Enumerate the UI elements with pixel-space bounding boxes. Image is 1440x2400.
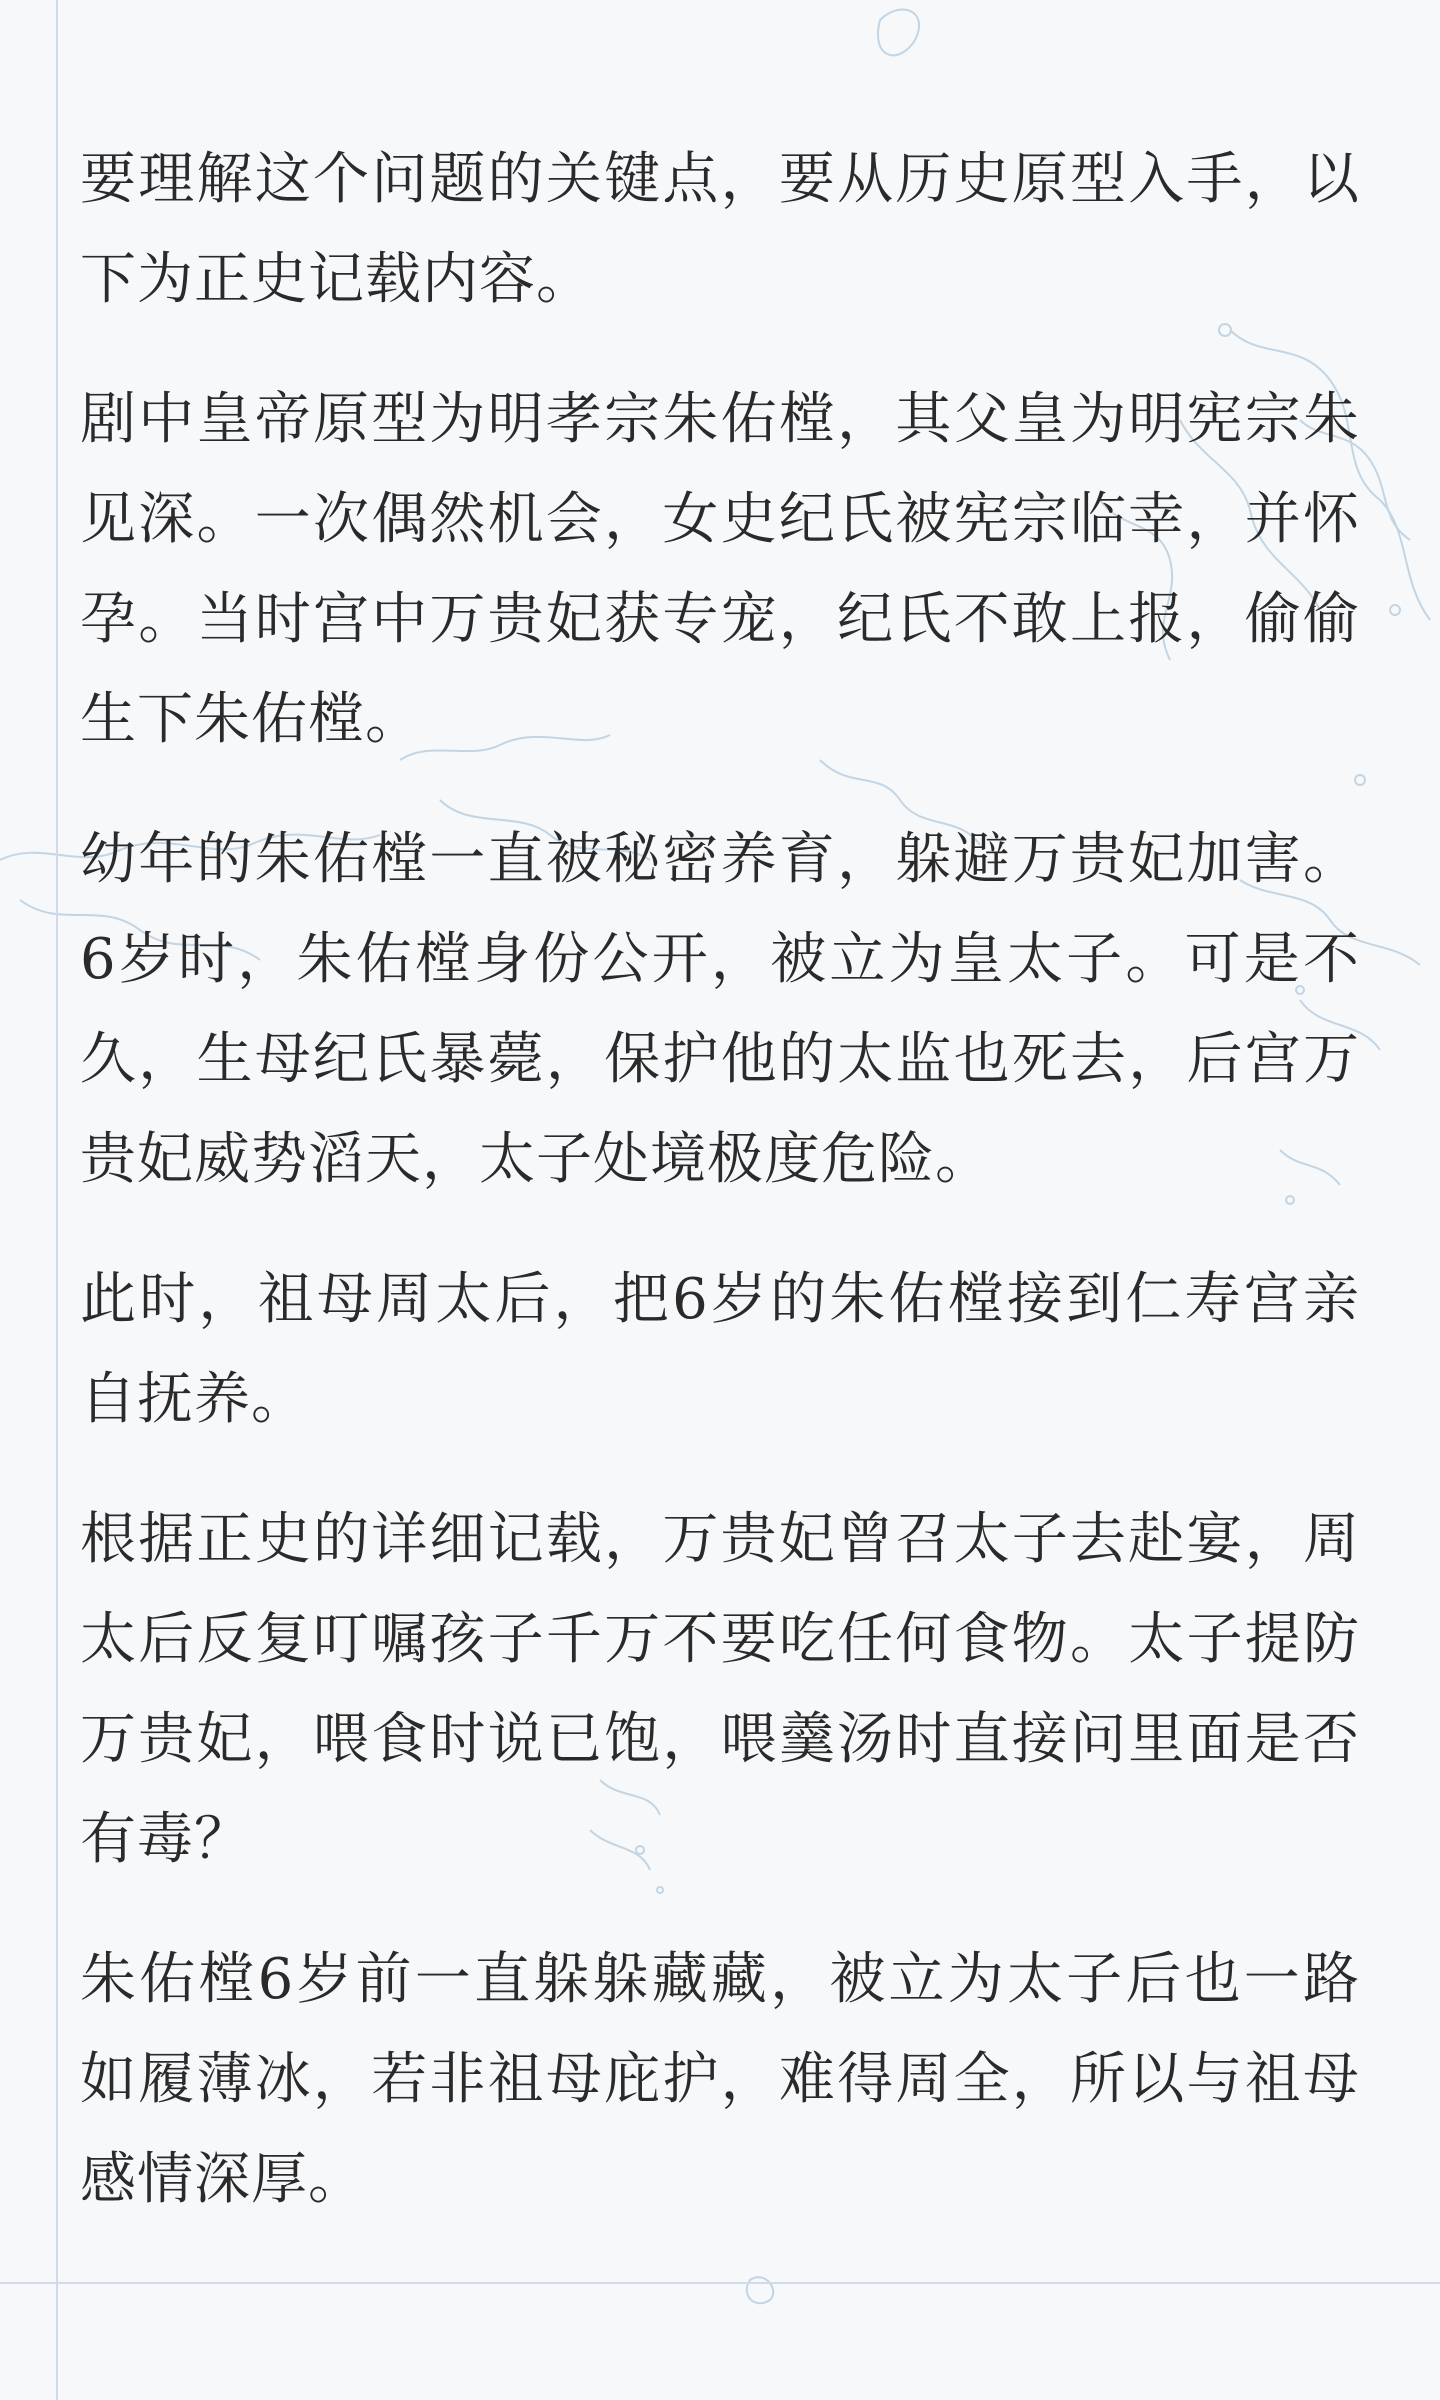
article-body <box>80 130 1360 2270</box>
left-margin-rule <box>56 0 58 2400</box>
paragraph-5: 根据正史的详细记载，万贵妃曾召太子去赴宴，周太后反复叮嘱孩子千万不要吃任何食物。太子提防万贵妃，喂食时说已饱，喂羹汤时直接问里面是否有毒？ <box>80 1507 1360 1872</box>
paragraph-3: 幼年的朱佑樘一直被秘密养育，躲避万贵妃加害。6岁时，朱佑樘身份公开，被立为皇太子。可是不久，生母纪氏暴薨，保护他的太监也死去，后宫万贵妃威势滔天，太子处境极度危险。 <box>80 827 1360 1192</box>
paragraph-6: 朱佑樘6岁前一直躲躲藏藏，被立为太子后也一路如履薄冰，若非祖母庇护，难得周全，所以与祖母感情深厚。 <box>80 1947 1360 2212</box>
paragraph-2: 剧中皇帝原型为明孝宗朱佑樘，其父皇为明宪宗朱见深。一次偶然机会，女史纪氏被宪宗临幸，并怀孕。当时宫中万贵妃获专宠，纪氏不敢上报，偷偷生下朱佑樘。 <box>80 387 1360 752</box>
paragraph-4: 此时，祖母周太后，把6岁的朱佑樘接到仁寿宫亲自抚养。 <box>80 1267 1360 1432</box>
paragraph-1: 要理解这个问题的关键点，要从历史原型入手，以下为正史记载内容。 <box>80 147 1360 312</box>
bottom-rule <box>0 2282 1440 2284</box>
